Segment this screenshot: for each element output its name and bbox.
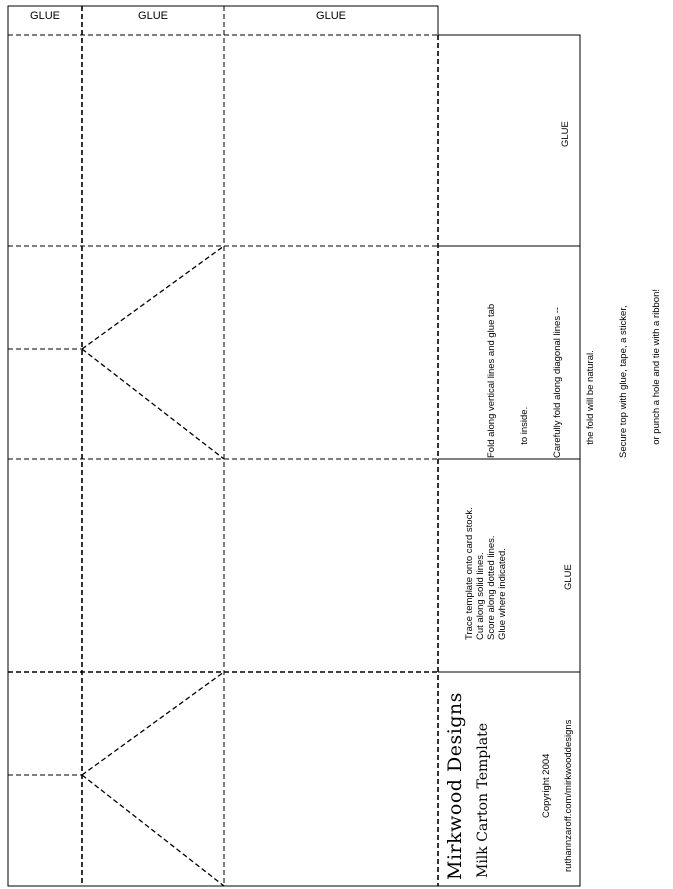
diagonal-fold-line: [82, 349, 224, 459]
brand-title: Mirkwood Designs: [444, 692, 466, 880]
glue-tab-label: GLUE: [30, 10, 60, 22]
diagonal-fold-line: [82, 775, 224, 886]
side-glue-label-top: GLUE: [560, 121, 571, 147]
instruction-line: Score along dotted lines.: [486, 535, 497, 640]
side-glue-label-middle: GLUE: [563, 564, 574, 590]
instruction-line: the fold will be natural.: [585, 350, 596, 458]
glue-tab-label: GLUE: [316, 10, 346, 22]
diagonal-fold-line: [82, 246, 224, 349]
instruction-line: or punch a hole and tie with a ribbon!: [651, 289, 662, 458]
brand-subtitle: Milk Carton Template: [475, 722, 491, 878]
instruction-line: to inside.: [519, 406, 530, 458]
copyright-text: Copyright 2004: [541, 753, 552, 818]
instruction-line: Secure top with glue, tape, a sticker,: [618, 305, 629, 458]
instruction-line: Fold along vertical lines and glue tab: [486, 303, 497, 458]
fold-instructions: [464, 289, 673, 458]
diagonal-fold-line: [82, 672, 224, 775]
instruction-line: Glue where indicated.: [497, 548, 508, 640]
glue-tab-label: GLUE: [138, 10, 168, 22]
instruction-line: Trace template onto card stock.: [464, 507, 475, 640]
instruction-line: Carefully fold along diagonal lines --: [552, 306, 563, 458]
website-text: ruthannzaroff.com/mirkwooddesigns: [563, 719, 574, 872]
instruction-line: Cut along solid lines.: [475, 552, 486, 640]
trace-instructions: [464, 507, 508, 640]
